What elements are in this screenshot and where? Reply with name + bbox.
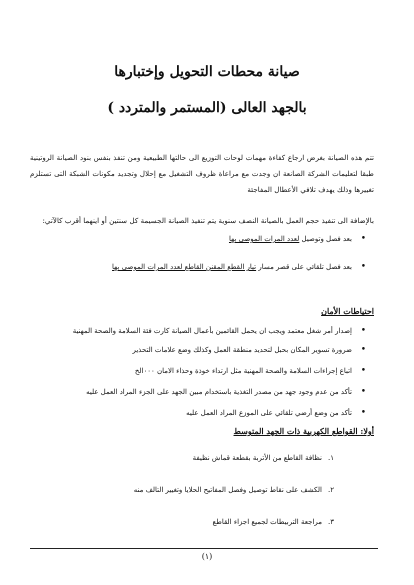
numbered-item: ٣. مراجعة التربيطات لجميع اجزاء القاطع [212,518,334,526]
numbered-list [40,452,342,548]
intro-paragraph: تتم هذه الصيانة بغرض ارجاع كفاءة مهمات لوحات التوزيع الى حالتها الطبيعية ومن تنفذ بنفس بنود الصيانة الروتينية طبقا لتعليمات الشركة الصانعة ان وجدت مع مراعاة ظروف التشغيل مع إحلال وتجديد مكونات الشبكة التى تستلزم تغييرها وذلك يهدف تلافي الأعطال المفاجئة [30,153,374,195]
safety-list [40,324,366,427]
scope-paragraph: بالإضافة الى تنفيذ حجم العمل بالصيانة النصف سنوية يتم تنفيذ الصيانة الجسيمة كل سنتين أو اينهما أقرب كالآتي: [42,216,374,226]
numbered-item: ١. نظافة القاطع من الأتربة بقطعة قماش نظيفة [192,454,334,462]
list-item: • تأكد من وضع أرضي تلقائي على الموزع المراد العمل عليه [40,406,352,421]
numbered-item: ٢. الكشف على نقاط توصيل وفصل المفاتيح الحلايا وتغيير التالف منه [133,486,334,494]
list-item: • إصدار أمر شغل معتمد ويجب ان يحمل القائمين بأعمال الصيانة كارت فئة السلامة والصحة المهنية [40,324,352,339]
list-item: • ضرورة تسوير المكان بحبل لتحديد منطقة العمل وكذلك وضع علامات التحذير [40,343,352,358]
list-item: • اتباع إجراءات السلامة والصحة المهنية مثل ارتداء خوذة وحذاء الامان ٠٠٠الخ [40,364,352,379]
maintenance-conditions-list [40,232,366,274]
list-item: • بعد فصل تلقائي على قصر مسار تيار القطع المقنن القاطع لعدد المرات الموصى بها [40,260,352,274]
list-item: • تأكد من عدم وجود جهد من مصدر التغذية باستخدام مبين الجهد على الجزء المراد العمل عليه [40,385,352,400]
section-heading: أولا: القواطع الكهربية ذات الجهد المتوسط [233,426,374,436]
document-subtitle: بالجهد العالى (المستمر والمتردد ) [107,100,307,116]
list-item: • بعد فصل وتوصيل لعدد المرات الموصى بها [40,232,352,246]
safety-heading: احتياطات الأمان [321,306,374,316]
document-title: صيانة محطات التحويل وإختبارها [114,64,300,80]
footer-divider [30,548,378,549]
page-number: (١) [201,552,213,561]
